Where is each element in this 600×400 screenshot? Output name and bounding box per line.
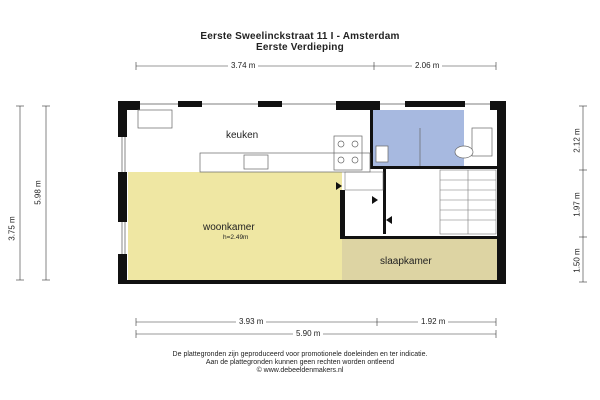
dim-top-left: 3.74 m bbox=[228, 61, 258, 70]
dim-bottom-total: 5.90 m bbox=[293, 329, 323, 338]
disclaimer-line-1: De plattegronden zijn geproduceerd voor promotionele doeleinden en ter indicatie. bbox=[172, 351, 428, 358]
room-height-woonkamer: h=2.49m bbox=[223, 234, 249, 241]
floor-name: Eerste Verdieping bbox=[256, 42, 344, 53]
room-label-slaapkamer: slaapkamer bbox=[380, 256, 432, 267]
kitchen-counter bbox=[138, 110, 370, 172]
stairs bbox=[440, 170, 496, 234]
room-label-woonkamer: woonkamer bbox=[203, 222, 255, 233]
dim-bottom-right: 1.92 m bbox=[418, 317, 448, 326]
disclaimer-line-2: Aan de plattegronden kunnen geen rechten worden ontleend bbox=[205, 359, 395, 366]
dim-right-mid: 1.97 m bbox=[572, 192, 582, 217]
dim-left-inner: 3.75 m bbox=[7, 216, 17, 241]
dim-right-top: 2.12 m bbox=[572, 128, 582, 153]
dim-bottom-left: 3.93 m bbox=[236, 317, 266, 326]
dim-top-right: 2.06 m bbox=[412, 61, 442, 70]
dim-left-outer: 5.98 m bbox=[33, 180, 43, 205]
hall-closet bbox=[345, 172, 383, 190]
plan-title: Eerste Sweelinckstraat 11 I - Amsterdam bbox=[200, 31, 400, 42]
room-label-keuken: keuken bbox=[226, 130, 259, 141]
copyright-link[interactable]: © www.debeeldenmakers.nl bbox=[256, 367, 344, 374]
dim-right-bottom: 1.50 m bbox=[572, 248, 582, 273]
